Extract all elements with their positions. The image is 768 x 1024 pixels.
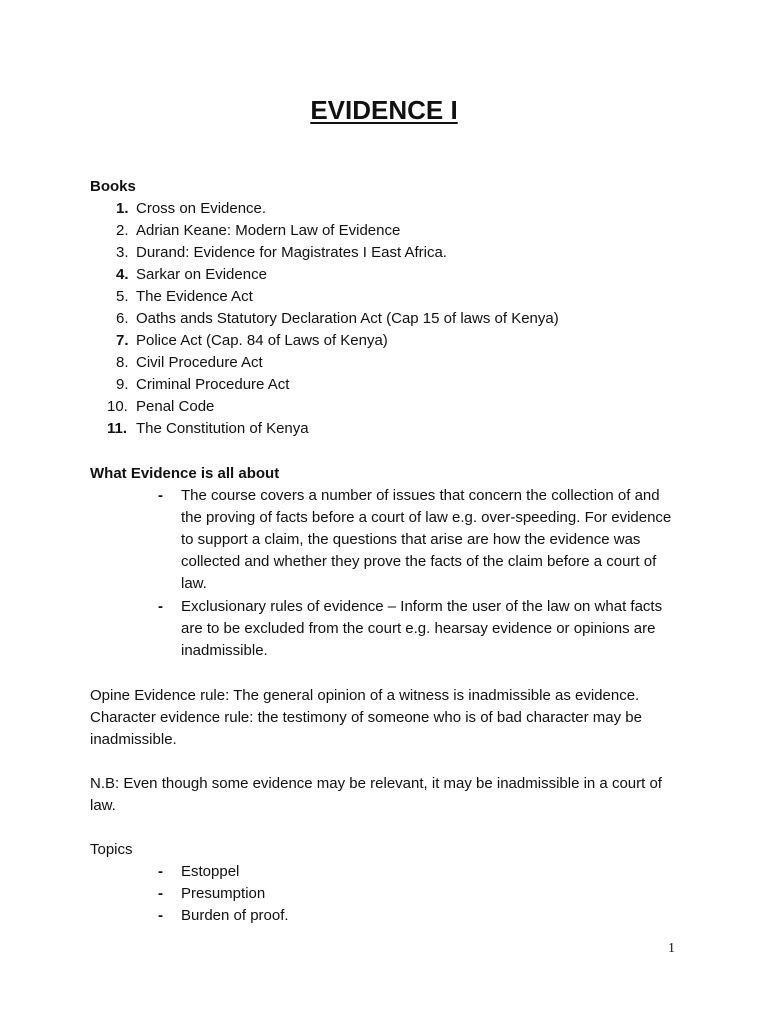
list-item-number: 5.	[116, 288, 129, 305]
topic-item: Estoppel	[181, 863, 240, 880]
list-item-number: 6.	[116, 310, 129, 327]
list-item: Cross on Evidence.	[136, 200, 267, 217]
list-item: Durand: Evidence for Magistrates I East Africa.	[136, 244, 447, 261]
list-item-number: 11.	[107, 420, 128, 437]
rules-paragraph: Opine Evidence rule: The general opinion of a witness is inadmissible as evidence. Character evidence rule: the testimony of someone who is of bad character may be inadmissible.	[90, 687, 642, 748]
list-item-number: 3.	[116, 244, 129, 261]
list-item-number: 4.	[116, 266, 129, 283]
bullet-dash: -	[158, 487, 163, 504]
list-item: The Evidence Act	[136, 288, 253, 305]
list-item-number: 9.	[116, 376, 129, 393]
list-item: Adrian Keane: Modern Law of Evidence	[136, 222, 401, 239]
bullet-text: Exclusionary rules of evidence – Inform the user of the law on what facts are to be excluded from the court e.g. hearsay evidence or opinions are inadmissible.	[181, 598, 663, 659]
books-heading: Books	[90, 178, 136, 195]
list-item: The Constitution of Kenya	[136, 420, 309, 437]
list-item-number: 1.	[116, 200, 129, 217]
list-item-number: 10.	[107, 398, 128, 415]
page-title: EVIDENCE I	[310, 95, 458, 125]
list-item-number: 2.	[116, 222, 129, 239]
bullet-text: The course covers a number of issues that concern the collection of and the proving of facts before a court of law e.g. over-speeding. For evidence to support a claim, the questions that arise are how the evidence was collected and whether they prove the facts of the claim before a court of law.	[181, 487, 672, 592]
bullet-dash: -	[158, 863, 163, 880]
list-item-number: 7.	[116, 332, 129, 349]
list-item: Sarkar on Evidence	[136, 266, 267, 283]
list-item: Civil Procedure Act	[136, 354, 263, 371]
list-item: Police Act (Cap. 84 of Laws of Kenya)	[136, 332, 388, 349]
page-number: 1	[668, 941, 675, 956]
bullet-dash: -	[158, 907, 163, 924]
list-item: Penal Code	[136, 398, 215, 415]
about-heading: What Evidence is all about	[90, 465, 280, 482]
bullet-dash: -	[158, 885, 163, 902]
list-item-number: 8.	[116, 354, 129, 371]
bullet-dash: -	[158, 598, 163, 615]
topics-heading: Topics	[90, 841, 133, 858]
topic-item: Burden of proof.	[181, 907, 289, 924]
topic-item: Presumption	[181, 885, 266, 902]
list-item: Criminal Procedure Act	[136, 376, 290, 393]
list-item: Oaths ands Statutory Declaration Act (Cap 15 of laws of Kenya)	[136, 310, 559, 327]
note-paragraph: N.B: Even though some evidence may be relevant, it may be inadmissible in a court of law.	[90, 775, 662, 814]
